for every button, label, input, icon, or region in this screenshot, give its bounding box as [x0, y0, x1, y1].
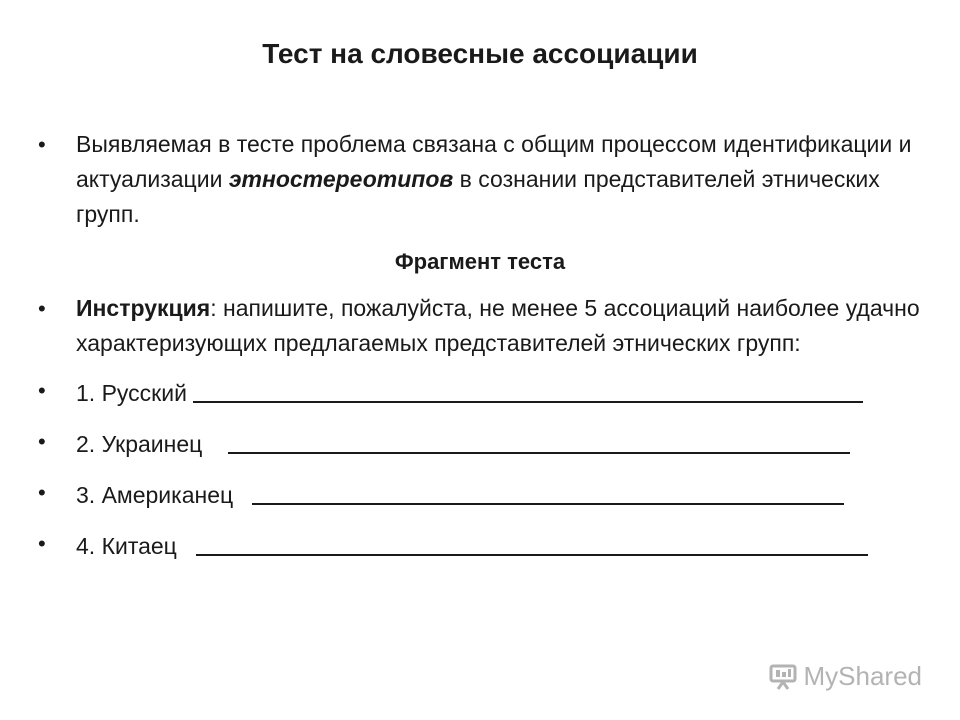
item-label: 2. Украинец — [76, 431, 228, 457]
slide-content — [76, 127, 936, 577]
myshared-watermark — [768, 661, 923, 692]
instruction-label: Инструкция — [76, 295, 211, 321]
instruction-text: : напишите, пожалуйста, не менее 5 ассоциаций наиболее удачно характеризующих предлагаемых представителей этнических групп: — [76, 295, 920, 356]
problem-emphasis: этностереотипов — [228, 166, 454, 192]
item-label: 4. Китаец — [76, 533, 197, 559]
list-item-2 — [76, 424, 936, 462]
answer-blank — [193, 375, 863, 403]
answer-blank — [196, 528, 868, 556]
answer-blank — [252, 477, 844, 505]
presentation-screen-icon — [768, 662, 798, 692]
problem-text-end: в сознании представителей этнических групп. — [76, 166, 880, 227]
problem-text: Выявляемая в тесте проблема связана с общим процессом идентификации и актуализации — [76, 131, 912, 192]
list-item-1 — [76, 373, 936, 411]
list-item-4 — [76, 526, 936, 564]
fragment-heading: Фрагмент теста — [394, 249, 566, 274]
bullet-instruction — [76, 291, 936, 361]
watermark-brand: MyShared — [803, 661, 922, 691]
slide-title: Тест на словесные ассоциации — [262, 38, 698, 69]
list-item-3 — [76, 475, 936, 513]
item-label: 1. Русский — [76, 380, 194, 406]
bullet-problem — [76, 127, 936, 232]
answer-blank — [228, 426, 850, 454]
item-label: 3. Американец — [76, 482, 253, 508]
